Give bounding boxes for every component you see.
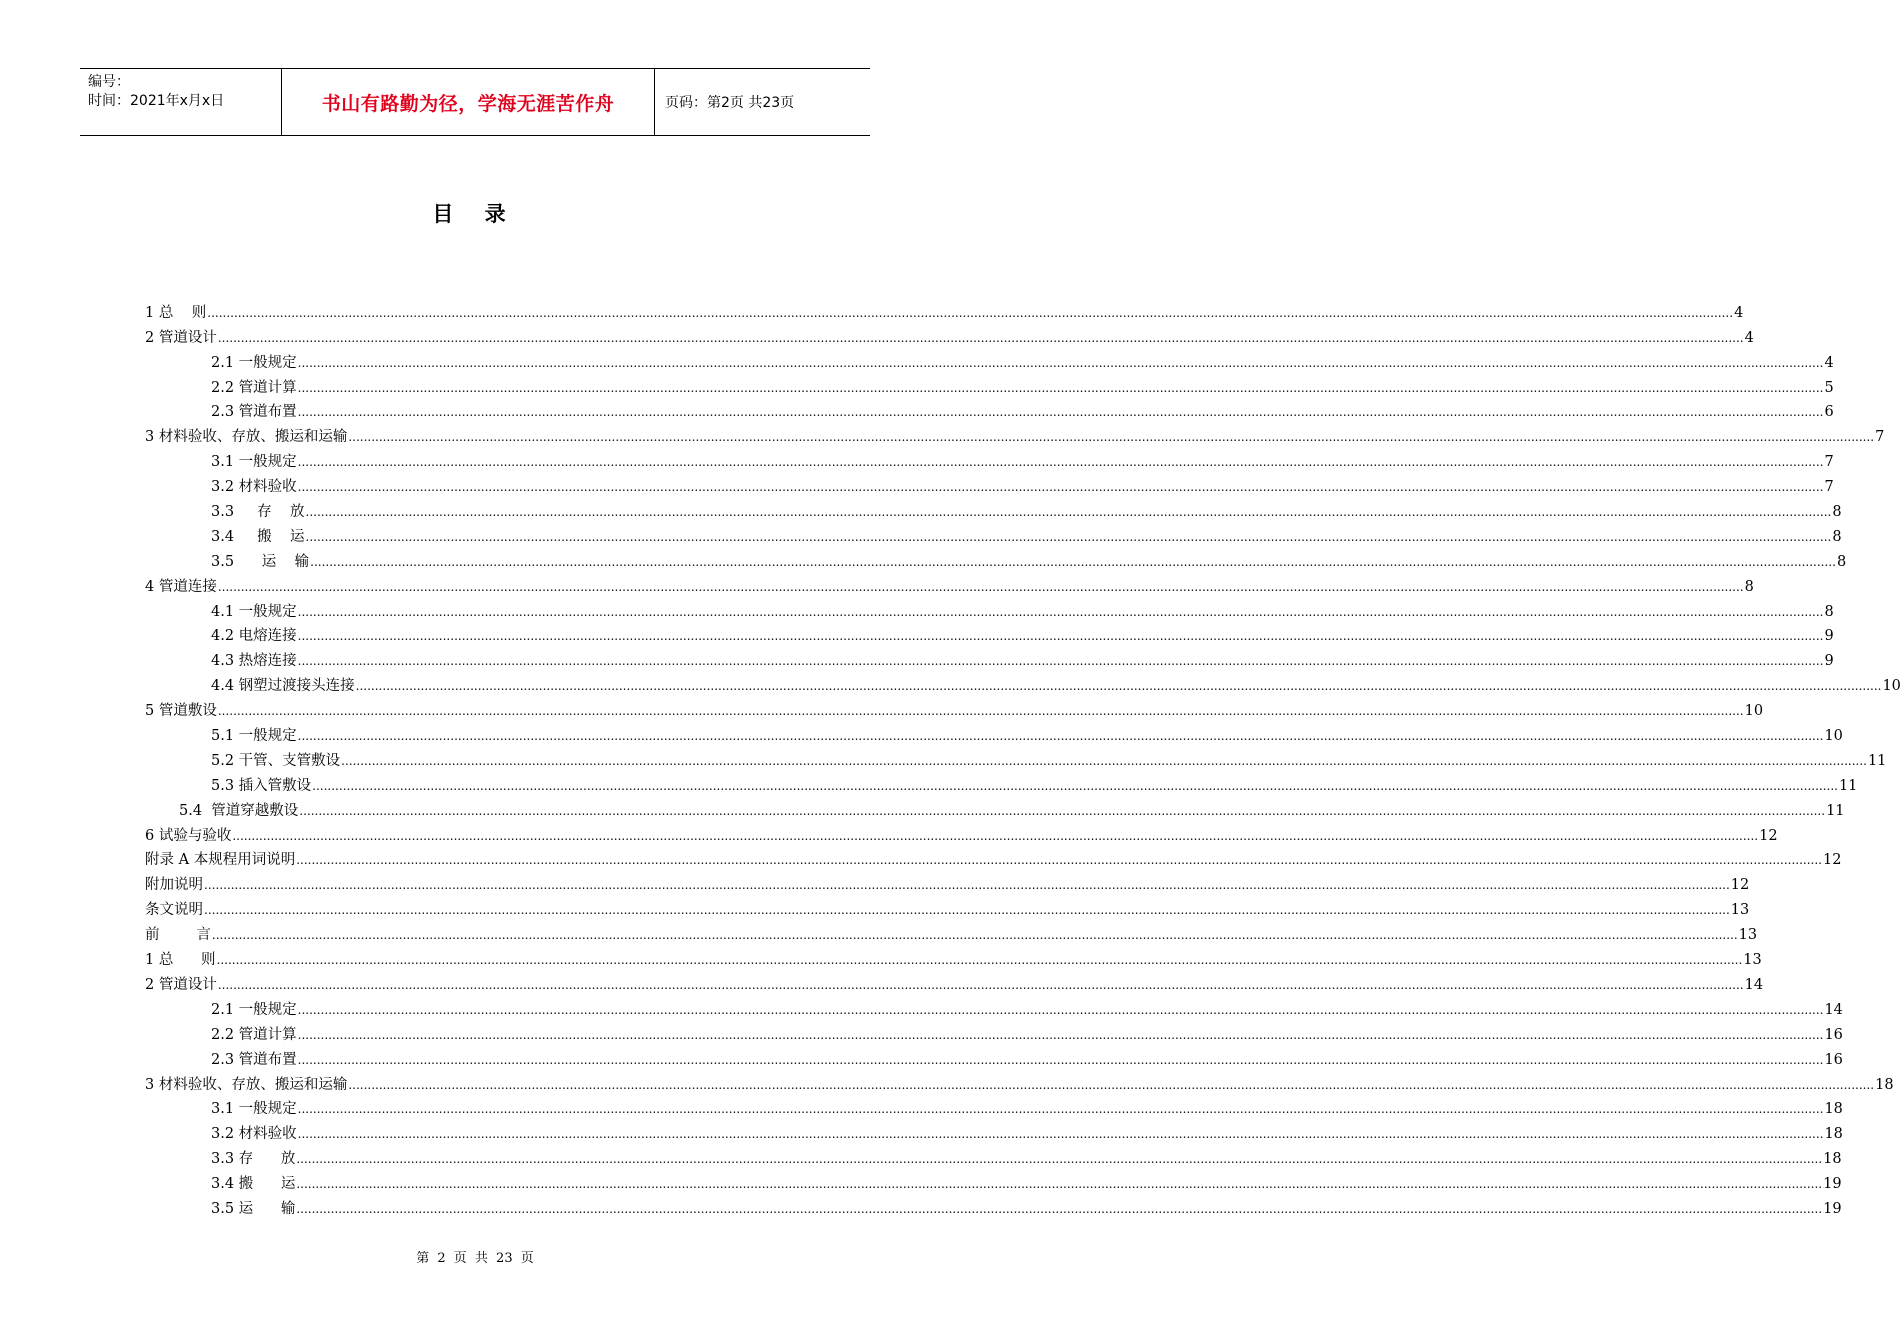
- toc-entry-page: 16: [1824, 1026, 1843, 1043]
- toc-entry-page: 13: [1738, 927, 1758, 944]
- toc-entry-label: 5.1 一般规定: [211, 728, 297, 745]
- toc-entry-label: 3.3 存 放: [211, 504, 305, 521]
- toc-entry[interactable]: [145, 472, 1834, 497]
- toc-leader-dots: ................................................................................................................................................................................................................................................................................................................................................................................................................: [297, 729, 1824, 744]
- toc-entry[interactable]: [145, 796, 1845, 821]
- toc-entry[interactable]: [145, 721, 1843, 746]
- page-header: [80, 68, 870, 136]
- toc-entry-page: 19: [1823, 1200, 1842, 1217]
- toc-entry-label: 2 管道设计: [145, 329, 217, 346]
- toc-entry-label: 4.1 一般规定: [211, 603, 297, 620]
- toc-leader-dots: ................................................................................................................................................................................................................................................................................................................................................................................................................: [297, 654, 1824, 669]
- toc-entry[interactable]: [145, 497, 1842, 522]
- toc-entry-label: 3.5 运 输: [211, 1200, 296, 1217]
- toc-leader-dots: ................................................................................................................................................................................................................................................................................................................................................................................................................: [296, 1201, 1823, 1216]
- toc-entry-label: 3.2 材料验收: [211, 479, 297, 496]
- toc-leader-dots: ................................................................................................................................................................................................................................................................................................................................................................................................................: [217, 579, 1744, 594]
- toc-leader-dots: ................................................................................................................................................................................................................................................................................................................................................................................................................: [211, 928, 1738, 943]
- toc-leader-dots: ................................................................................................................................................................................................................................................................................................................................................................................................................: [297, 455, 1824, 470]
- toc-entry-label: 附加说明: [145, 877, 203, 894]
- toc-entry-label: 2.2 管道计算: [211, 379, 297, 396]
- toc-leader-dots: ................................................................................................................................................................................................................................................................................................................................................................................................................: [305, 505, 1832, 520]
- toc-entry-label: 2 管道设计: [145, 976, 217, 993]
- toc-entry-page: 11: [1826, 802, 1845, 819]
- time-label: 时间：2021年x月x日: [88, 93, 225, 109]
- toc-entry[interactable]: [145, 945, 1762, 970]
- toc-entry-label: 6 试验与验收: [145, 827, 232, 844]
- toc-entry[interactable]: [145, 398, 1834, 423]
- toc-leader-dots: ................................................................................................................................................................................................................................................................................................................................................................................................................: [299, 803, 1826, 818]
- toc-title: 目 录: [432, 202, 518, 226]
- toc-entry-page: 5: [1824, 379, 1834, 396]
- toc-leader-dots: ................................................................................................................................................................................................................................................................................................................................................................................................................: [297, 1027, 1824, 1042]
- toc-entry-label: 2.2 管道计算: [211, 1026, 297, 1043]
- toc-leader-dots: ................................................................................................................................................................................................................................................................................................................................................................................................................: [296, 853, 1822, 868]
- toc-entry-page: 12: [1759, 827, 1778, 844]
- toc-leader-dots: ................................................................................................................................................................................................................................................................................................................................................................................................................: [355, 679, 1882, 694]
- toc-entry[interactable]: [145, 597, 1834, 622]
- toc-entry-label: 1 总 则: [145, 952, 216, 969]
- toc-entry[interactable]: [145, 422, 1885, 447]
- toc-entry[interactable]: [145, 771, 1858, 796]
- toc-leader-dots: ................................................................................................................................................................................................................................................................................................................................................................................................................: [296, 1152, 1823, 1167]
- toc-entry-label: 4 管道连接: [145, 578, 217, 595]
- toc-entry-page: 11: [1867, 752, 1887, 769]
- toc-entry-label: 3.3 存 放: [211, 1151, 296, 1168]
- toc-entry-page: 13: [1730, 902, 1750, 919]
- toc-entry-page: 9: [1824, 628, 1834, 645]
- toc-entry-page: 8: [1832, 528, 1842, 545]
- toc-entry-label: 3.2 材料验收: [211, 1126, 297, 1143]
- toc-leader-dots: ................................................................................................................................................................................................................................................................................................................................................................................................................: [348, 430, 1875, 445]
- toc-entry-page: 4: [1824, 354, 1834, 371]
- toc-entry-label: 5.4 管道穿越敷设: [179, 802, 299, 819]
- toc-entry-label: 4.4 钢塑过渡接头连接: [211, 678, 355, 695]
- toc-entry-page: 18: [1824, 1101, 1843, 1118]
- toc-entry[interactable]: [145, 870, 1750, 895]
- toc-leader-dots: ................................................................................................................................................................................................................................................................................................................................................................................................................: [297, 1052, 1824, 1067]
- toc-entry-label: 3 材料验收、存放、搬运和运输: [145, 1076, 348, 1093]
- toc-entry-page: 14: [1824, 1001, 1843, 1018]
- toc-leader-dots: ................................................................................................................................................................................................................................................................................................................................................................................................................: [297, 405, 1824, 420]
- toc-entry-page: 18: [1824, 1126, 1843, 1143]
- toc-entry[interactable]: [145, 522, 1842, 547]
- toc-leader-dots: ................................................................................................................................................................................................................................................................................................................................................................................................................: [232, 828, 1759, 843]
- toc-entry-page: 7: [1824, 454, 1834, 471]
- toc-entry[interactable]: [145, 1144, 1842, 1169]
- toc-entry[interactable]: [145, 646, 1834, 671]
- motto-text: 书山有路勤为径，学海无涯苦作舟: [321, 92, 615, 115]
- toc-entry-page: 10: [1744, 703, 1764, 720]
- toc-entry-page: 14: [1744, 976, 1764, 993]
- page-footer: 第 2 页 共 23 页: [416, 1251, 534, 1266]
- toc-entry-page: 11: [1838, 777, 1858, 794]
- toc-leader-dots: ................................................................................................................................................................................................................................................................................................................................................................................................................: [216, 953, 1743, 968]
- header-page-info: 页码：第2页 共23页: [665, 95, 795, 111]
- header-motto: [282, 69, 655, 135]
- toc-leader-dots: ................................................................................................................................................................................................................................................................................................................................................................................................................: [297, 480, 1824, 495]
- toc-entry[interactable]: [145, 298, 1744, 323]
- toc-entry-label: 4.3 热熔连接: [211, 653, 297, 670]
- toc-leader-dots: ................................................................................................................................................................................................................................................................................................................................................................................................................: [204, 878, 1730, 893]
- toc-entry[interactable]: [145, 1020, 1843, 1045]
- toc-entry-page: 19: [1823, 1176, 1842, 1193]
- toc-entry-page: 8: [1832, 504, 1842, 521]
- table-of-contents: [145, 298, 1901, 1219]
- toc-leader-dots: ................................................................................................................................................................................................................................................................................................................................................................................................................: [297, 604, 1824, 619]
- toc-entry[interactable]: [145, 1119, 1843, 1144]
- toc-leader-dots: ................................................................................................................................................................................................................................................................................................................................................................................................................: [297, 355, 1824, 370]
- toc-entry[interactable]: [145, 1095, 1843, 1120]
- toc-leader-dots: ................................................................................................................................................................................................................................................................................................................................................................................................................: [341, 753, 1867, 768]
- toc-leader-dots: ................................................................................................................................................................................................................................................................................................................................................................................................................: [297, 1002, 1824, 1017]
- toc-leader-dots: ................................................................................................................................................................................................................................................................................................................................................................................................................: [297, 629, 1824, 644]
- toc-entry-page: 6: [1824, 404, 1834, 421]
- toc-entry-label: 3.4 搬 运: [211, 1176, 296, 1193]
- toc-entry-page: 8: [1824, 603, 1834, 620]
- toc-entry[interactable]: [145, 1045, 1843, 1070]
- toc-leader-dots: ................................................................................................................................................................................................................................................................................................................................................................................................................: [217, 977, 1744, 992]
- toc-entry[interactable]: [145, 447, 1834, 472]
- toc-entry-page: 13: [1743, 952, 1762, 969]
- header-meta: [80, 69, 282, 135]
- toc-entry[interactable]: [145, 671, 1901, 696]
- toc-leader-dots: ................................................................................................................................................................................................................................................................................................................................................................................................................: [310, 554, 1836, 569]
- toc-entry-page: 8: [1836, 553, 1847, 570]
- toc-entry-label: 条文说明: [145, 902, 203, 919]
- toc-entry-page: 10: [1882, 678, 1901, 695]
- toc-leader-dots: ................................................................................................................................................................................................................................................................................................................................................................................................................: [312, 778, 1838, 793]
- toc-entry-label: 3.4 搬 运: [211, 528, 305, 545]
- toc-entry[interactable]: [145, 895, 1750, 920]
- toc-entry[interactable]: [145, 920, 1758, 945]
- toc-entry-label: 5.2 干管、支管敷设: [211, 752, 341, 769]
- toc-leader-dots: ................................................................................................................................................................................................................................................................................................................................................................................................................: [297, 1127, 1824, 1142]
- toc-entry[interactable]: [145, 846, 1842, 871]
- toc-entry[interactable]: [145, 746, 1887, 771]
- toc-leader-dots: ................................................................................................................................................................................................................................................................................................................................................................................................................: [297, 1102, 1824, 1117]
- toc-entry[interactable]: [145, 696, 1764, 721]
- toc-entry-page: 4: [1744, 329, 1754, 346]
- toc-entry-page: 12: [1822, 852, 1842, 869]
- toc-leader-dots: ................................................................................................................................................................................................................................................................................................................................................................................................................: [305, 529, 1832, 544]
- toc-entry-label: 2.1 一般规定: [211, 354, 297, 371]
- toc-entry[interactable]: [145, 622, 1834, 647]
- toc-entry[interactable]: [145, 572, 1754, 597]
- toc-entry-page: 9: [1824, 653, 1834, 670]
- toc-leader-dots: ................................................................................................................................................................................................................................................................................................................................................................................................................: [207, 305, 1734, 320]
- toc-entry[interactable]: [145, 1194, 1842, 1219]
- toc-entry-label: 1 总 则: [145, 304, 207, 321]
- toc-entry-page: 16: [1824, 1051, 1843, 1068]
- toc-entry-page: 18: [1823, 1151, 1842, 1168]
- toc-leader-dots: ................................................................................................................................................................................................................................................................................................................................................................................................................: [297, 380, 1824, 395]
- toc-entry-page: 12: [1730, 877, 1750, 894]
- toc-leader-dots: ................................................................................................................................................................................................................................................................................................................................................................................................................: [217, 704, 1744, 719]
- toc-entry-page: 4: [1734, 304, 1744, 321]
- toc-entry-label: 5.3 插入管敷设: [211, 777, 312, 794]
- toc-entry-label: 附录 A 本规程用词说明: [145, 852, 296, 869]
- number-label: 编号：: [88, 74, 130, 90]
- toc-entry-label: 前 言: [145, 927, 211, 944]
- toc-entry-label: 4.2 电熔连接: [211, 628, 297, 645]
- toc-entry-label: 5 管道敷设: [145, 703, 217, 720]
- toc-entry-label: 2.1 一般规定: [211, 1001, 297, 1018]
- toc-leader-dots: ................................................................................................................................................................................................................................................................................................................................................................................................................: [296, 1177, 1823, 1192]
- toc-entry-page: 7: [1875, 429, 1885, 446]
- toc-entry[interactable]: [145, 1169, 1842, 1194]
- toc-entry-label: 3.1 一般规定: [211, 1101, 297, 1118]
- toc-entry-page: 10: [1824, 728, 1843, 745]
- toc-entry[interactable]: [145, 1070, 1894, 1095]
- toc-entry[interactable]: [145, 348, 1834, 373]
- toc-entry-label: 2.3 管道布置: [211, 404, 297, 421]
- toc-entry-label: 2.3 管道布置: [211, 1051, 297, 1068]
- toc-leader-dots: ................................................................................................................................................................................................................................................................................................................................................................................................................: [348, 1077, 1875, 1092]
- toc-entry[interactable]: [145, 995, 1843, 1020]
- toc-entry-page: 18: [1875, 1076, 1894, 1093]
- toc-leader-dots: ................................................................................................................................................................................................................................................................................................................................................................................................................: [204, 903, 1730, 918]
- toc-entry-page: 7: [1824, 479, 1834, 496]
- toc-entry[interactable]: [145, 970, 1764, 995]
- toc-entry[interactable]: [145, 323, 1754, 348]
- toc-leader-dots: ................................................................................................................................................................................................................................................................................................................................................................................................................: [217, 330, 1744, 345]
- toc-entry[interactable]: [145, 821, 1778, 846]
- toc-entry-label: 3.5 运 输: [211, 553, 310, 570]
- toc-entry-label: 3 材料验收、存放、搬运和运输: [145, 429, 348, 446]
- toc-entry[interactable]: [145, 373, 1834, 398]
- toc-entry[interactable]: [145, 547, 1847, 572]
- toc-entry-label: 3.1 一般规定: [211, 454, 297, 471]
- toc-entry-page: 8: [1744, 578, 1754, 595]
